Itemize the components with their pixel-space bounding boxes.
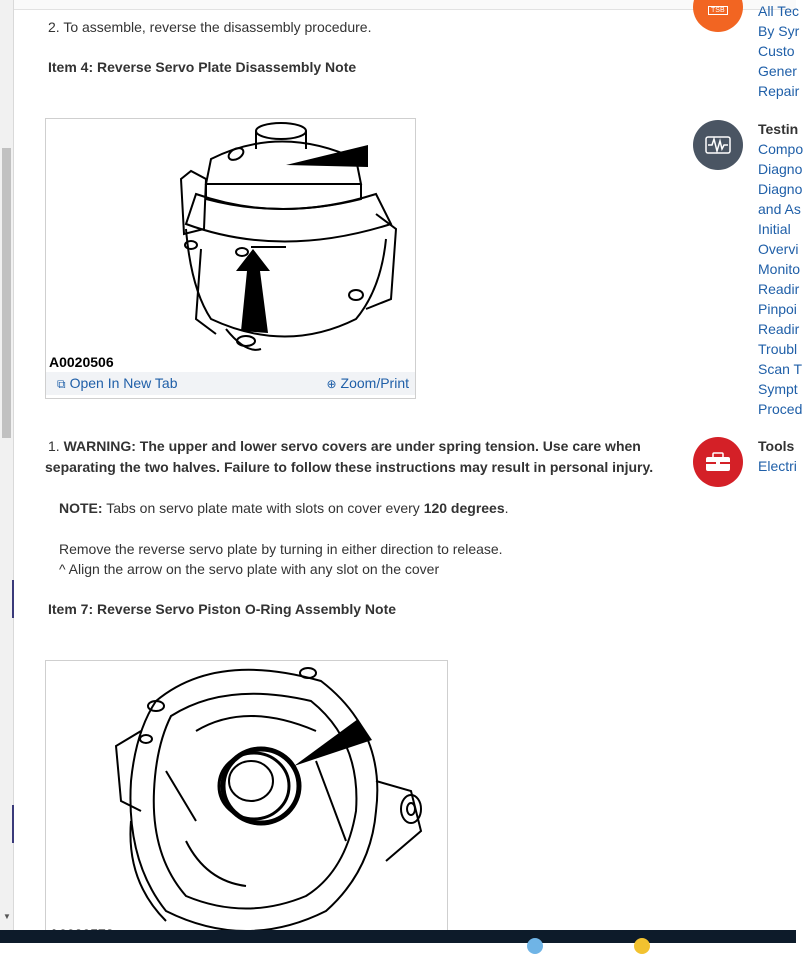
top-toolbar-edge — [14, 0, 796, 10]
taskbar — [0, 930, 796, 943]
figure-servo-plate — [45, 118, 416, 399]
taskbar-app-icon[interactable] — [527, 938, 543, 954]
align-instruction: ^ Align the arrow on the servo plate with any slot on the cover — [59, 561, 440, 577]
note-text: NOTE: Tabs on servo plate mate with slots on cover every 120 degrees. — [59, 500, 509, 516]
item-7-heading: Item 7: Reverse Servo Piston O-Ring Assembly Note — [48, 601, 397, 617]
warning-line-1: 1. WARNING: The upper and lower servo covers are under spring tension. Use care when — [48, 438, 641, 454]
toolbox-icon[interactable] — [693, 437, 743, 487]
zoom-print-link[interactable]: ⊕ Zoom/Print — [326, 375, 409, 391]
testing-heading: Testin — [758, 121, 799, 137]
figure-id: A0020506 — [49, 354, 114, 370]
waveform-icon[interactable] — [693, 120, 743, 170]
testing-link[interactable]: Monito — [758, 261, 801, 277]
tsb-link[interactable]: Repair — [758, 83, 800, 99]
tsb-link[interactable]: Custo — [758, 43, 795, 59]
servo-piston-drawing — [46, 661, 447, 936]
magnifier-plus-icon: ⊕ — [326, 377, 337, 391]
tools-link[interactable]: Electri — [758, 458, 797, 474]
testing-link[interactable]: Initial — [758, 221, 791, 237]
scroll-marker — [12, 580, 14, 618]
testing-link[interactable]: Proced — [758, 401, 803, 417]
warning-line-2: separating the two halves. Failure to follow these instructions may result in personal injury. — [45, 459, 654, 475]
item-4-heading: Item 4: Reverse Servo Plate Disassembly Note — [48, 59, 357, 75]
testing-link[interactable]: Overvi — [758, 241, 799, 257]
testing-link[interactable]: Diagno — [758, 181, 803, 197]
scrollbar-thumb[interactable] — [2, 148, 11, 438]
figure-actions-bar — [46, 372, 415, 395]
tsb-link[interactable]: By Syr — [758, 23, 800, 39]
testing-link[interactable]: Scan T — [758, 361, 803, 377]
tools-heading: Tools — [758, 438, 795, 454]
scroll-marker — [12, 805, 14, 843]
tsb-link[interactable]: All Tec — [758, 3, 799, 19]
testing-link[interactable]: Compo — [758, 141, 803, 157]
figure-servo-piston — [45, 660, 448, 937]
testing-link[interactable]: Pinpoi — [758, 301, 797, 317]
testing-link[interactable]: and As — [758, 201, 801, 217]
tsb-icon[interactable]: TSB — [693, 0, 743, 32]
scroll-down-arrow-icon[interactable]: ▼ — [3, 912, 11, 921]
left-scrollbar[interactable] — [0, 0, 14, 930]
right-sidebar — [693, 0, 803, 930]
testing-link[interactable]: Readir — [758, 321, 800, 337]
new-tab-icon: ⧉ — [57, 377, 66, 391]
open-in-new-tab-link[interactable]: ⧉ Open In New Tab — [57, 375, 178, 391]
tsb-link[interactable]: Gener — [758, 63, 797, 79]
testing-link[interactable]: Troubl — [758, 341, 798, 357]
step-2-text: 2. To assemble, reverse the disassembly procedure. — [48, 19, 372, 35]
testing-link[interactable]: Diagno — [758, 161, 803, 177]
remove-instruction: Remove the reverse servo plate by turning in either direction to release. — [59, 541, 503, 557]
testing-link[interactable]: Readir — [758, 281, 800, 297]
testing-link[interactable]: Sympt — [758, 381, 798, 397]
taskbar-app-icon[interactable] — [634, 938, 650, 954]
